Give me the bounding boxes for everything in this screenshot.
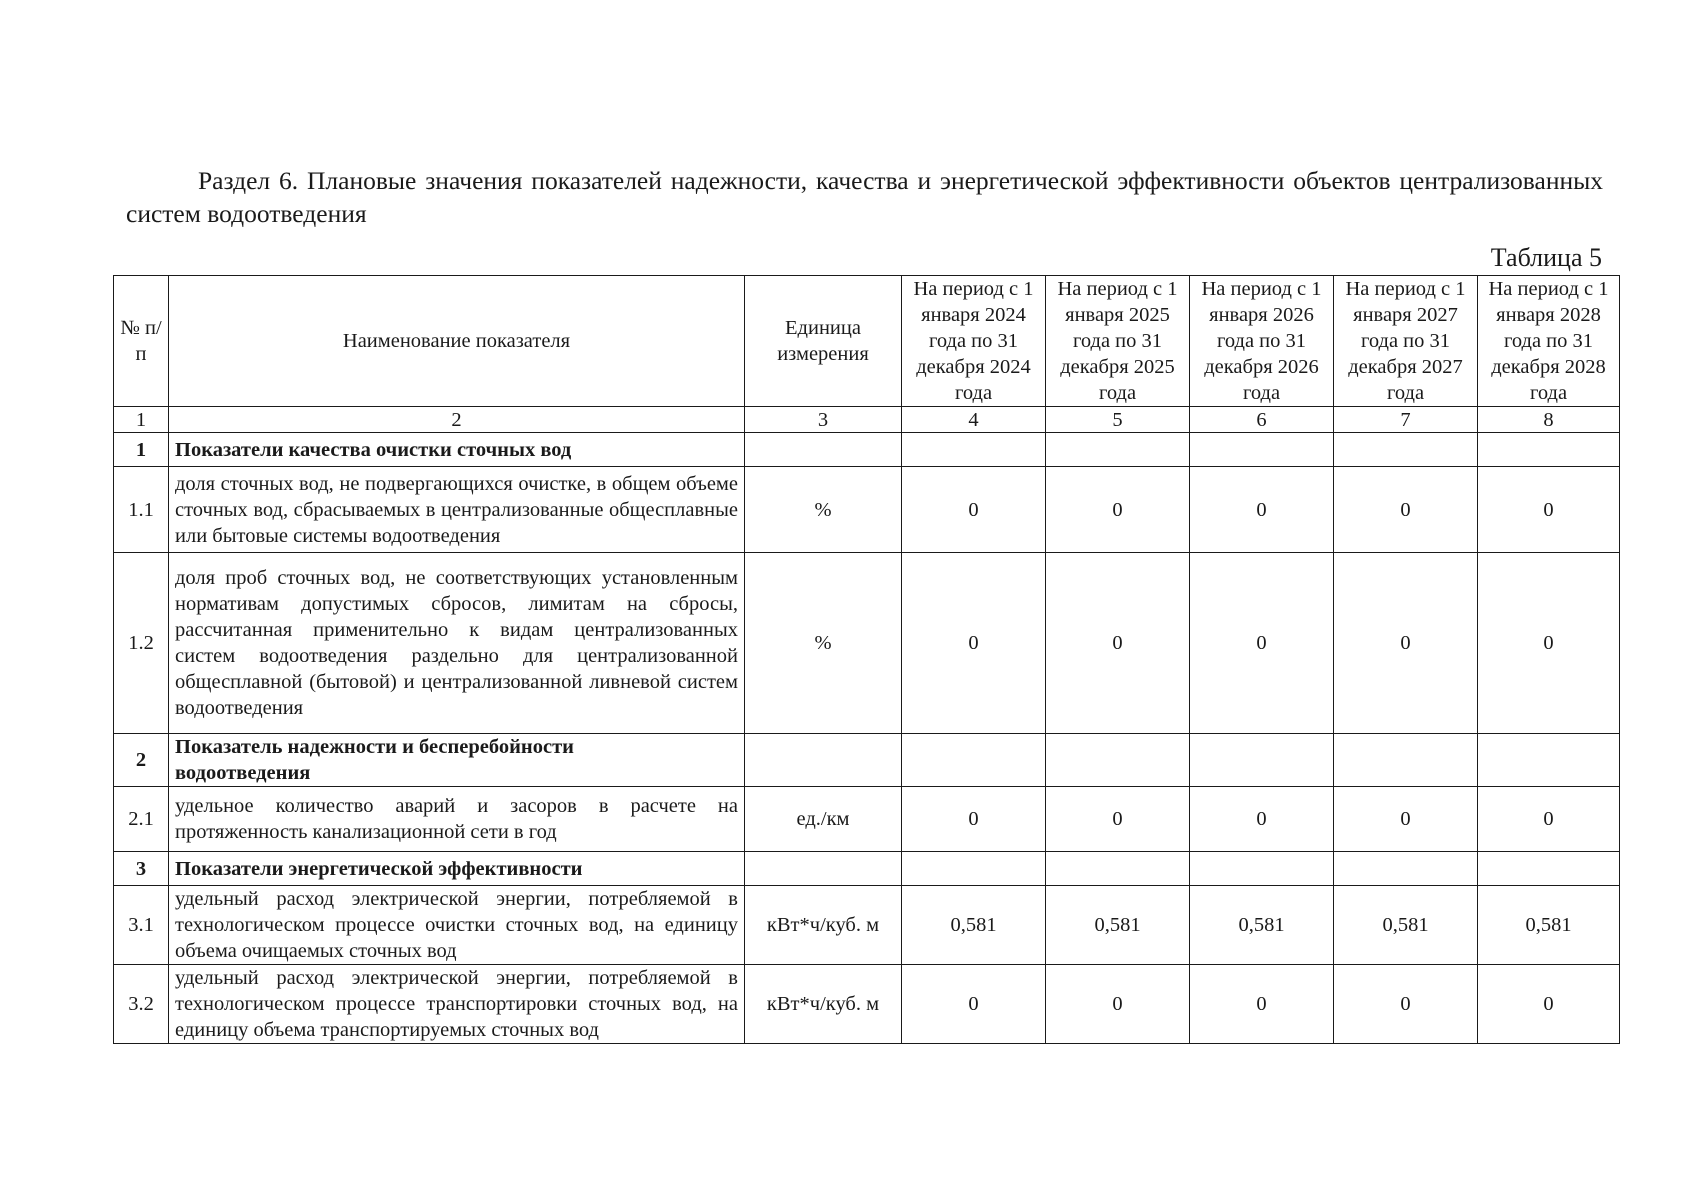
empty-cell	[1478, 433, 1620, 467]
empty-cell	[745, 852, 902, 886]
empty-cell	[1478, 852, 1620, 886]
value-cell: 0	[902, 787, 1046, 852]
header-period-2027: На период с 1 января 2027 года по 31 декабря 2027 года	[1334, 276, 1478, 407]
value-cell: 0	[1478, 787, 1620, 852]
value-cell: 0	[1334, 553, 1478, 734]
table-row	[114, 553, 1620, 734]
column-number: 3	[745, 407, 902, 433]
empty-cell	[902, 734, 1046, 787]
value-cell: 0	[902, 467, 1046, 553]
empty-cell	[745, 734, 902, 787]
empty-cell	[1334, 433, 1478, 467]
value-cell: 0	[1190, 787, 1334, 852]
table-header-row	[114, 276, 1620, 407]
value-cell: 0	[1334, 787, 1478, 852]
table-row	[114, 965, 1620, 1044]
unit-cell: ед./км	[745, 787, 902, 852]
header-num: № п/п	[114, 276, 169, 407]
indicator-name: удельный расход электрической энергии, потребляемой в технологическом процессе очистки сточных вод, на единицу объема очищаемых сточных вод	[169, 886, 745, 965]
row-num: 2	[114, 734, 169, 787]
value-cell: 0	[902, 553, 1046, 734]
header-period-2028: На период с 1 января 2028 года по 31 декабря 2028 года	[1478, 276, 1620, 407]
header-period-2024: На период с 1 января 2024 года по 31 декабря 2024 года	[902, 276, 1046, 407]
header-name: Наименование показателя	[169, 276, 745, 407]
column-number: 4	[902, 407, 1046, 433]
row-num: 3	[114, 852, 169, 886]
empty-cell	[1046, 734, 1190, 787]
empty-cell	[745, 433, 902, 467]
section-title: Показатели качества очистки сточных вод	[169, 433, 745, 467]
value-cell: 0	[1478, 965, 1620, 1044]
header-period-2025: На период с 1 января 2025 года по 31 декабря 2025 года	[1046, 276, 1190, 407]
section-heading: Раздел 6. Плановые значения показателей надежности, качества и энергетической эффективности объектов централизованных систем водоотведения	[126, 166, 1603, 228]
value-cell: 0	[1190, 467, 1334, 553]
value-cell: 0,581	[1190, 886, 1334, 965]
section-title: Показатели энергетической эффективности	[169, 852, 745, 886]
indicator-name: доля сточных вод, не подвергающихся очистке, в общем объеме сточных вод, сбрасываемых в централизованные общесплавные или бытовые системы водоотведения	[169, 467, 745, 553]
column-number: 1	[114, 407, 169, 433]
column-number: 8	[1478, 407, 1620, 433]
header-period-2026: На период с 1 января 2026 года по 31 декабря 2026 года	[1190, 276, 1334, 407]
value-cell: 0	[1046, 553, 1190, 734]
value-cell: 0	[1190, 965, 1334, 1044]
value-cell: 0	[1334, 467, 1478, 553]
empty-cell	[1190, 433, 1334, 467]
section-title	[169, 734, 745, 787]
row-num: 3.2	[114, 965, 169, 1044]
empty-cell	[1190, 734, 1334, 787]
empty-cell	[902, 433, 1046, 467]
value-cell: 0,581	[1478, 886, 1620, 965]
indicator-name: удельное количество аварий и засоров в расчете на протяженность канализационной сети в год	[169, 787, 745, 852]
value-cell: 0	[1190, 553, 1334, 734]
unit-cell: кВт*ч/куб. м	[745, 965, 902, 1044]
section-title-text: Показатель надежности и бесперебойности водоотведения	[175, 736, 574, 784]
section-row	[114, 734, 1620, 787]
value-cell: 0	[1334, 965, 1478, 1044]
table-row	[114, 467, 1620, 553]
value-cell: 0	[1046, 467, 1190, 553]
row-num: 2.1	[114, 787, 169, 852]
unit-cell: %	[745, 553, 902, 734]
table-row	[114, 787, 1620, 852]
row-num: 1.1	[114, 467, 169, 553]
empty-cell	[1190, 852, 1334, 886]
value-cell: 0	[1478, 553, 1620, 734]
empty-cell	[1046, 852, 1190, 886]
indicator-name: удельный расход электрической энергии, потребляемой в технологическом процессе транспортировки сточных вод, на единицу объема транспортируемых сточных вод	[169, 965, 745, 1044]
value-cell: 0,581	[902, 886, 1046, 965]
section-row	[114, 852, 1620, 886]
column-number: 5	[1046, 407, 1190, 433]
empty-cell	[1334, 734, 1478, 787]
unit-cell: %	[745, 467, 902, 553]
column-number: 7	[1334, 407, 1478, 433]
indicator-name: доля проб сточных вод, не соответствующих установленным нормативам допустимых сбросов, лимитам на сбросы, рассчитанная применительно к видам централизованных систем водоотведения раздельно для централизованной общесплавной (бытовой) и централизованной ливневой систем водоотведения	[169, 553, 745, 734]
column-number-row	[114, 407, 1620, 433]
empty-cell	[902, 852, 1046, 886]
value-cell: 0	[1046, 965, 1190, 1044]
section-row	[114, 433, 1620, 467]
header-unit: Единица измерения	[745, 276, 902, 407]
value-cell: 0,581	[1046, 886, 1190, 965]
column-number: 2	[169, 407, 745, 433]
column-number: 6	[1190, 407, 1334, 433]
empty-cell	[1046, 433, 1190, 467]
indicators-table	[113, 275, 1620, 1044]
row-num: 1	[114, 433, 169, 467]
value-cell: 0	[1046, 787, 1190, 852]
row-num: 1.2	[114, 553, 169, 734]
value-cell: 0,581	[1334, 886, 1478, 965]
unit-cell: кВт*ч/куб. м	[745, 886, 902, 965]
empty-cell	[1478, 734, 1620, 787]
row-num: 3.1	[114, 886, 169, 965]
value-cell: 0	[902, 965, 1046, 1044]
table-row	[114, 886, 1620, 965]
value-cell: 0	[1478, 467, 1620, 553]
empty-cell	[1334, 852, 1478, 886]
table-label: Таблица 5	[1490, 243, 1602, 272]
